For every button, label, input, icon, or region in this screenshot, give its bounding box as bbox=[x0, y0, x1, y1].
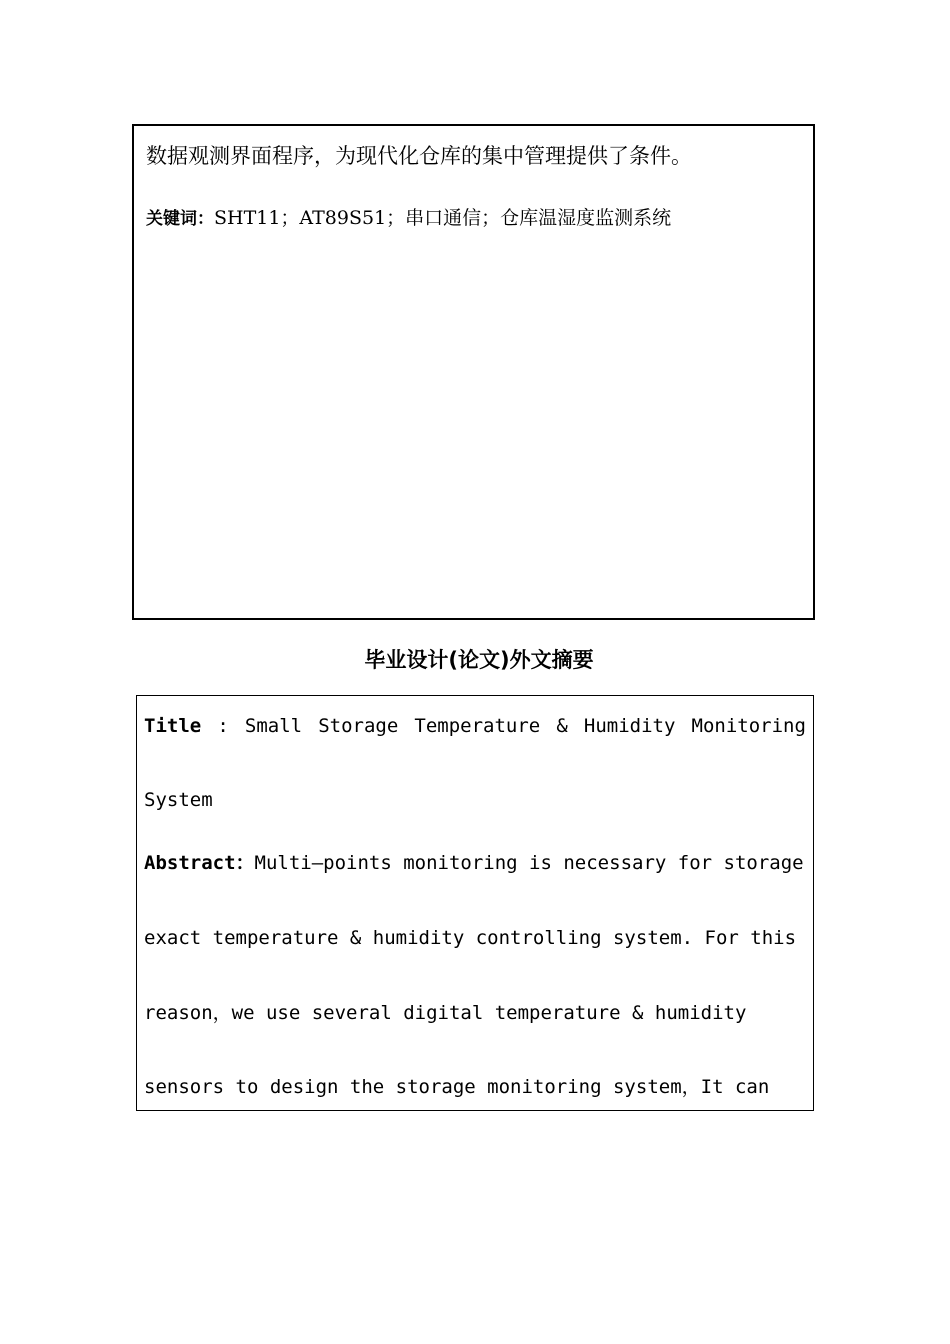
abstract-line: sensors to design the storage monitoring system，It can bbox=[144, 1076, 770, 1098]
title-word: Humidity bbox=[583, 715, 676, 737]
abstract-text-line: 数据观测界面程序，为现代化仓库的集中管理提供了条件。 bbox=[146, 144, 692, 168]
title-line bbox=[144, 714, 806, 738]
keywords-label: 关键词： bbox=[146, 209, 214, 229]
chinese-abstract-box bbox=[132, 124, 815, 620]
title-word: Temperature bbox=[414, 715, 541, 737]
title-word: Small bbox=[244, 715, 303, 737]
title-word: & bbox=[556, 715, 568, 737]
title-word: Monitoring bbox=[691, 715, 806, 737]
keywords-line bbox=[146, 206, 671, 231]
title-colon: : bbox=[217, 715, 229, 737]
keywords-text: SHT11；AT89S51；串口通信；仓库温湿度监测系统 bbox=[214, 207, 672, 229]
english-abstract-box bbox=[136, 695, 814, 1111]
abstract-line: exact temperature & humidity controlling system. For this bbox=[144, 927, 797, 949]
abstract-line: reason，we use several digital temperature & humidity bbox=[144, 1002, 747, 1024]
section-heading: 毕业设计(论文)外文摘要 bbox=[364, 648, 594, 672]
title-word: Storage bbox=[318, 715, 399, 737]
abstract-text: Multi—points monitoring is necessary for storage bbox=[254, 852, 804, 874]
abstract-label: Abstract： bbox=[144, 852, 255, 874]
title-continuation: System bbox=[144, 789, 213, 811]
abstract-line bbox=[144, 851, 804, 875]
title-label: Title bbox=[144, 715, 202, 737]
